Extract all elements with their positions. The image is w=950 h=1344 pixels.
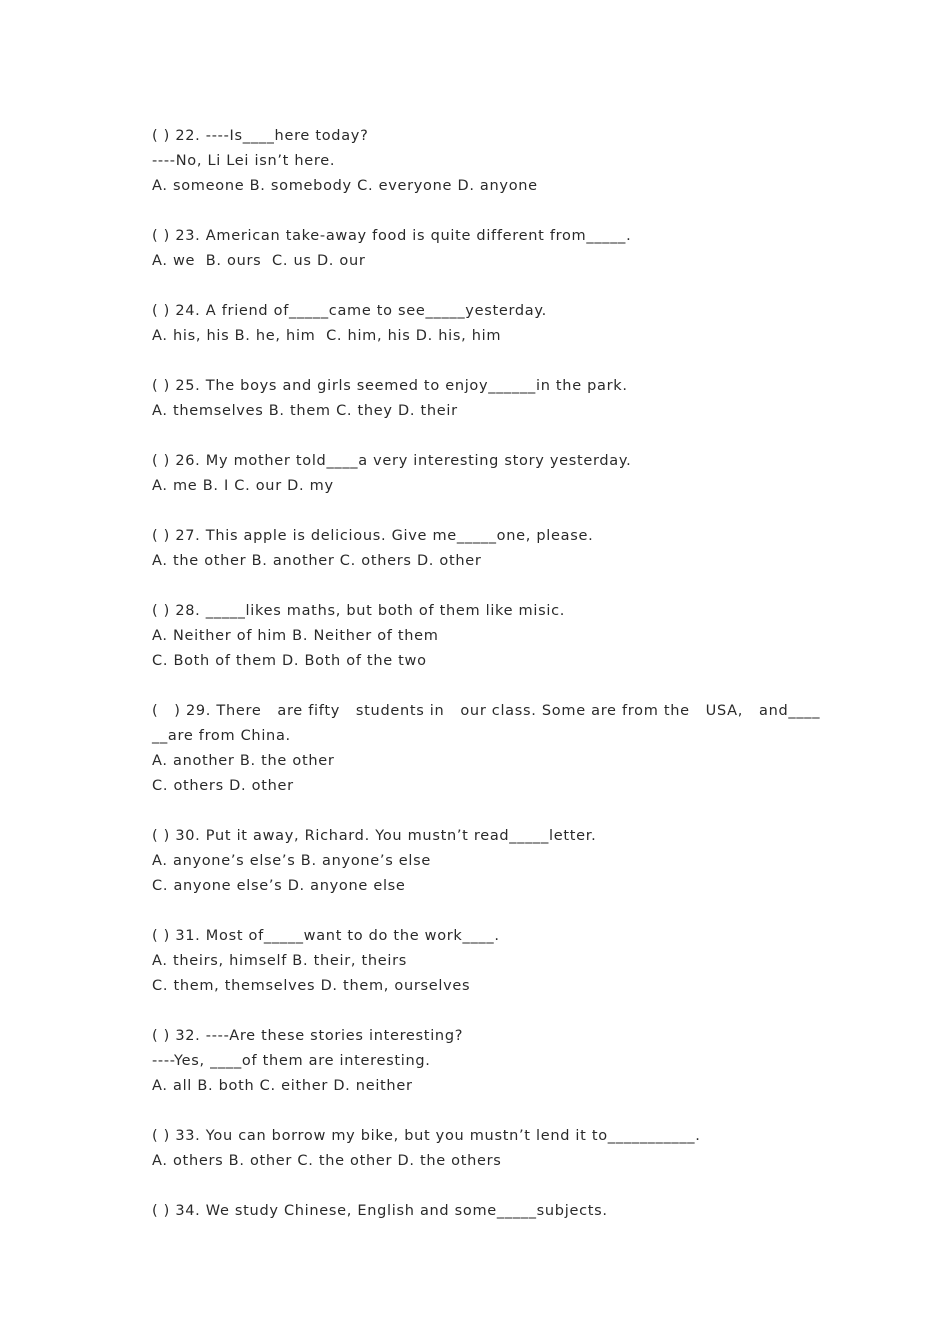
answer-options: C. them, themselves D. them, ourselves — [152, 978, 471, 994]
question-line: ( ) 31. Most of_____want to do the work____. — [152, 928, 500, 944]
question-line: ( ) 28. _____likes maths, but both of them like misic. — [152, 603, 566, 619]
answer-options: C. others D. other — [152, 778, 294, 794]
question-line: ( ) 27. This apple is delicious. Give me_____one, please. — [152, 528, 594, 544]
question-line: ( ) 22. ----Is____here today? — [152, 128, 369, 144]
answer-options: A. themselves B. them C. they D. their — [152, 403, 458, 419]
answer-options: A. others B. other C. the other D. the others — [152, 1153, 502, 1169]
answer-options: A. the other B. another C. others D. other — [152, 553, 482, 569]
question-29 — [152, 699, 821, 799]
question-line: ( ) 33. You can borrow my bike, but you mustn’t lend it to___________. — [152, 1128, 701, 1144]
question-line: ( ) 24. A friend of_____came to see_____yesterday. — [152, 303, 547, 319]
answer-options: C. Both of them D. Both of the two — [152, 653, 427, 669]
question-line: ----No, Li Lei isn’t here. — [152, 153, 336, 169]
question-line: ----Yes, ____of them are interesting. — [152, 1053, 431, 1069]
question-line: ( ) 30. Put it away, Richard. You mustn’t read_____letter. — [152, 828, 597, 844]
answer-options: A. we B. ours C. us D. our — [152, 253, 366, 269]
answer-options: A. theirs, himself B. their, theirs — [152, 953, 408, 969]
question-25 — [152, 374, 812, 424]
question-line: ( ) 32. ----Are these stories interesting? — [152, 1028, 464, 1044]
question-line: ( ) 25. The boys and girls seemed to enjoy______in the park. — [152, 378, 628, 394]
question-23 — [152, 224, 812, 274]
question-32 — [152, 1024, 812, 1099]
question-34 — [152, 1199, 812, 1224]
question-line: ( ) 26. My mother told____a very interesting story yesterday. — [152, 453, 632, 469]
question-22 — [152, 124, 812, 199]
question-30 — [152, 824, 812, 899]
question-line: ( ) 34. We study Chinese, English and some_____subjects. — [152, 1203, 608, 1219]
answer-options: A. his, his B. he, him C. him, his D. his, him — [152, 328, 502, 344]
answer-options: A. me B. I C. our D. my — [152, 478, 334, 494]
answer-options: A. anyone’s else’s B. anyone’s else — [152, 853, 431, 869]
answer-options: A. all B. both C. either D. neither — [152, 1078, 413, 1094]
question-line: ( ) 23. American take-away food is quite different from_____. — [152, 228, 632, 244]
question-31 — [152, 924, 812, 999]
question-27 — [152, 524, 812, 574]
answer-options: A. another B. the other — [152, 753, 335, 769]
question-33 — [152, 1124, 812, 1174]
worksheet-page — [152, 124, 821, 1249]
question-28 — [152, 599, 812, 674]
question-26 — [152, 449, 812, 499]
answer-options: C. anyone else’s D. anyone else — [152, 878, 406, 894]
answer-options: A. someone B. somebody C. everyone D. anyone — [152, 178, 538, 194]
answer-options: A. Neither of him B. Neither of them — [152, 628, 439, 644]
question-24 — [152, 299, 812, 349]
question-line: __are from China. — [152, 728, 291, 744]
question-line: ( ) 29. There are fifty students in our class. Some are from the USA, and____ — [152, 703, 821, 719]
